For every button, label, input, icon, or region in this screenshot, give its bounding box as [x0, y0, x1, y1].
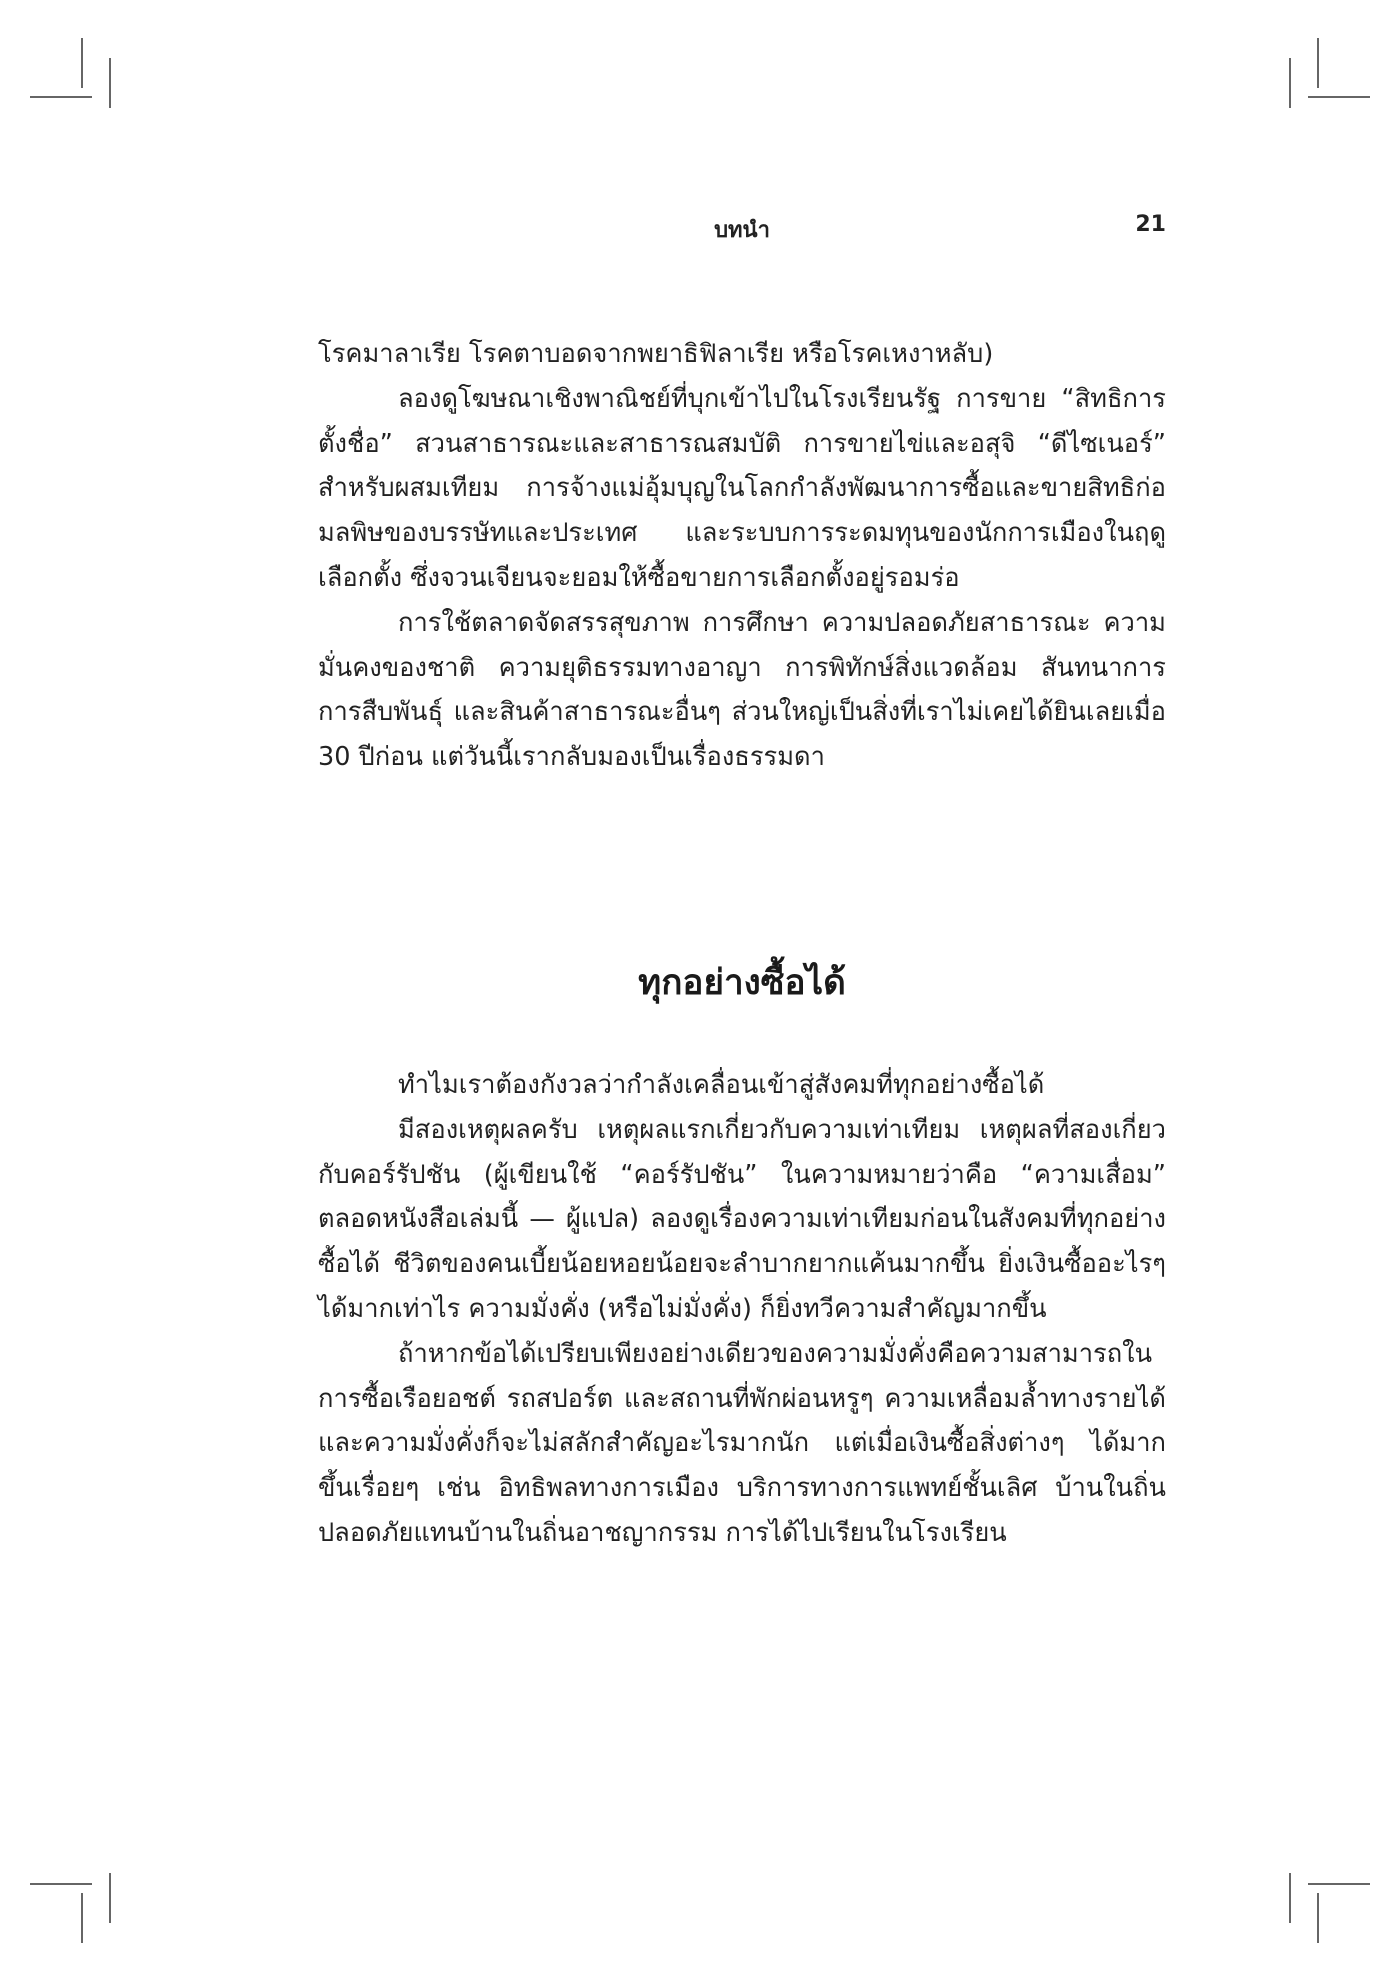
paragraph-continuation: โรคมาลาเรีย โรคตาบอดจากพยาธิฟิลาเรีย หรือโรคเหงาหลับ): [318, 339, 994, 369]
paragraph: มีสองเหตุผลครับ เหตุผลแรกเกี่ยวกับความเท่าเทียม เหตุผลที่สองเกี่ยวกับคอร์รัปชัน (ผู้เขียนใช้ “คอร์รัปชัน” ในความหมายว่าคือ “ความเสื่อม” ตลอดหนังสือเล่มนี้ — ผู้แปล) ลองดูเรื่องความเท่าเทียมก่อนในสังคมที่ทุกอย่างซื้อได้ ชีวิตของคนเบี้ยน้อยหอยน้อยจะลำบากยากแค้นมากขึ้น ยิ่งเงินซื้ออะไรๆ ได้มากเท่าไร ความมั่งคั่ง (หรือไม่มั่งคั่ง) ก็ยิ่งทวีความสำคัญมากขึ้น: [318, 1114, 1166, 1324]
page-number: 21: [1135, 212, 1166, 237]
body-text-before-heading: [318, 332, 1166, 780]
running-head: [318, 212, 1166, 246]
crop-mark-bottom-left-vertical: [81, 1893, 83, 1943]
section-heading: ทุกอย่างซื้อได้: [638, 963, 846, 1003]
running-head-title: บทนำ: [714, 218, 770, 243]
crop-mark-top-left-inner-vertical: [109, 58, 111, 108]
crop-mark-bottom-right-vertical: [1317, 1893, 1319, 1943]
paragraph: ถ้าหากข้อได้เปรียบเพียงอย่างเดียวของความมั่งคั่งคือความสามารถในการซื้อเรือยอชต์ รถสปอร์ต และสถานที่พักผ่อนหรูๆ ความเหลื่อมล้ำทางรายได้และความมั่งคั่งก็จะไม่สลักสำคัญอะไรมากนัก แต่เมื่อเงินซื้อสิ่งต่างๆ ได้มากขึ้นเรื่อยๆ เช่น อิทธิพลทางการเมือง บริการทางการแพทย์ชั้นเลิศ บ้านในถิ่นปลอดภัยแทนบ้านในถิ่นอาชญากรรม การได้ไปเรียนในโรงเรียน: [318, 1338, 1166, 1548]
crop-mark-top-left-vertical: [81, 38, 83, 88]
crop-mark-bottom-left-inner-vertical: [109, 1873, 111, 1923]
body-text-after-heading: [318, 1063, 1166, 1556]
crop-mark-bottom-left-horizontal: [30, 1883, 92, 1885]
crop-mark-top-right-horizontal: [1308, 96, 1370, 98]
paragraph: ลองดูโฆษณาเชิงพาณิชย์ที่บุกเข้าไปในโรงเรียนรัฐ การขาย “สิทธิการตั้งชื่อ” สวนสาธารณะและสาธารณสมบัติ การขายไข่และอสุจิ “ดีไซเนอร์” สำหรับผสมเทียม การจ้างแม่อุ้มบุญในโลกกำลังพัฒนาการซื้อและขายสิทธิก่อมลพิษของบรรษัทและประเทศ และระบบการระดมทุนของนักการเมืองในฤดูเลือกตั้ง ซึ่งจวนเจียนจะยอมให้ซื้อขายการเลือกตั้งอยู่รอมร่อ: [318, 383, 1166, 593]
crop-mark-bottom-right-inner-vertical: [1289, 1873, 1291, 1923]
crop-mark-top-right-inner-vertical: [1289, 58, 1291, 108]
paragraph: การใช้ตลาดจัดสรรสุขภาพ การศึกษา ความปลอดภัยสาธารณะ ความมั่นคงของชาติ ความยุติธรรมทางอาญา การพิทักษ์สิ่งแวดล้อม สันทนาการ การสืบพันธุ์ และสินค้าสาธารณะอื่นๆ ส่วนใหญ่เป็นสิ่งที่เราไม่เคยได้ยินเลยเมื่อ 30 ปีก่อน แต่วันนี้เรากลับมองเป็นเรื่องธรรมดา: [318, 607, 1166, 773]
crop-mark-bottom-right-horizontal: [1308, 1883, 1370, 1885]
paragraph: ทำไมเราต้องกังวลว่ากำลังเคลื่อนเข้าสู่สังคมที่ทุกอย่างซื้อได้: [398, 1070, 1045, 1100]
crop-mark-top-left-horizontal: [30, 96, 92, 98]
crop-mark-top-right-vertical: [1317, 38, 1319, 88]
